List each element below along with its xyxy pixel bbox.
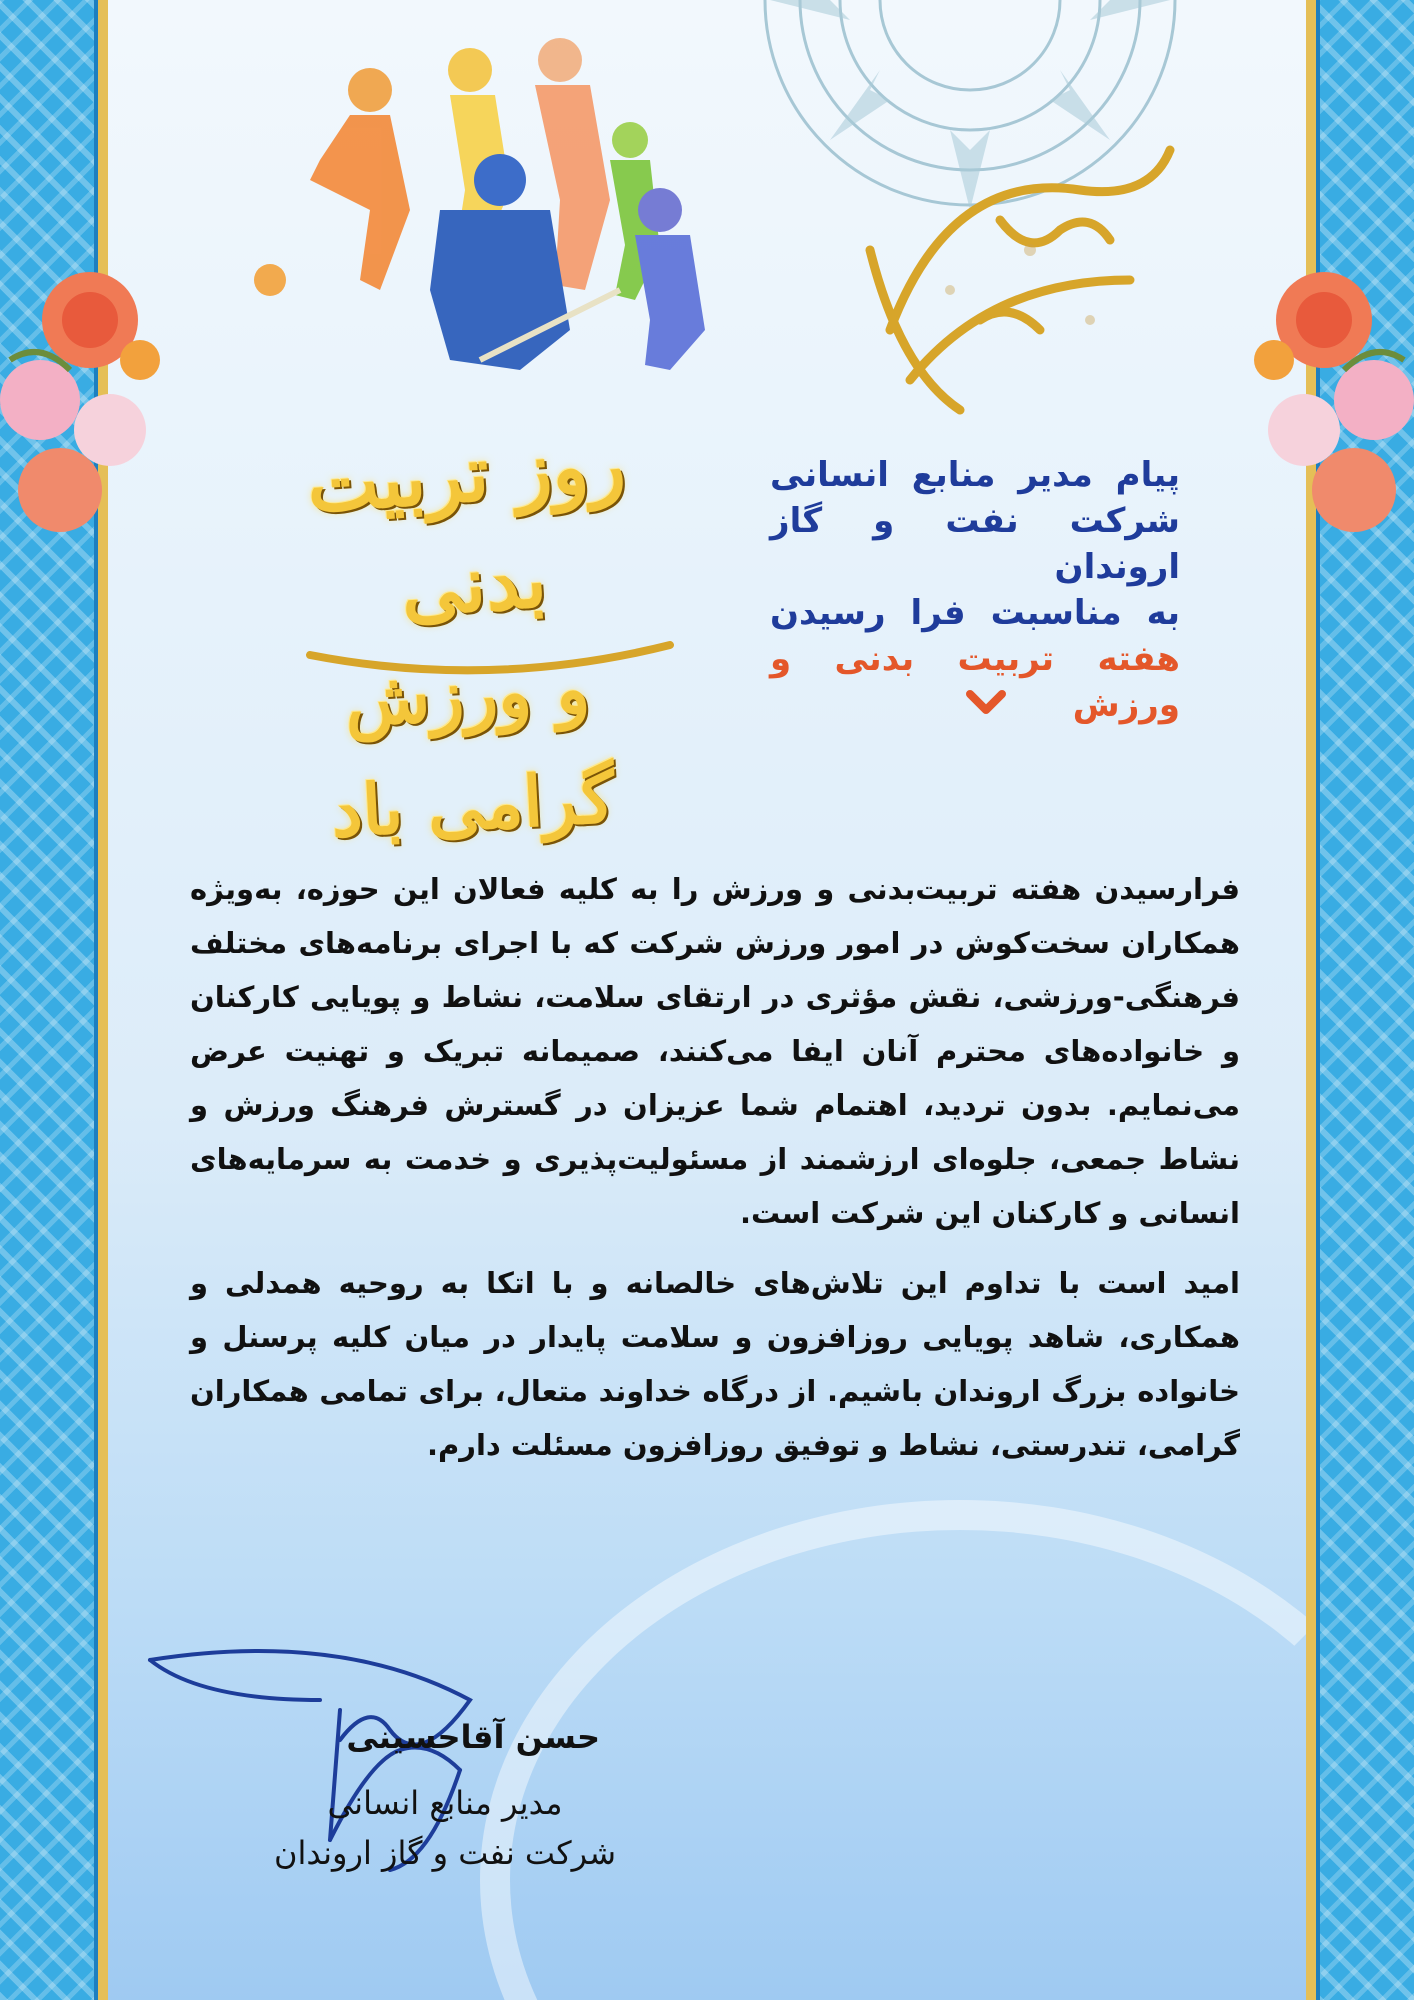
athletes-silhouettes-illustration	[240, 30, 740, 410]
calligraphy-flourish	[300, 640, 680, 680]
heading-line-3: به مناسبت فرا رسیدن	[770, 593, 1180, 633]
flower-bouquet-right	[1244, 230, 1414, 560]
flower-bouquet-left	[0, 230, 170, 560]
body-paragraph-1: فرارسیدن هفته تربیت‌بدنی و ورزش را به کلیه فعالان این حوزه، به‌ویژه همکاران سخت‌کوش در امور ورزش شرکت که با اجرای برنامه‌های مختلف فرهنگی-ورزشی، نقش مؤثری در ارتقای سلامت، نشاط و پویایی کارکنان و خانواده‌های محترم آنان ایفا می‌کنند، صمیمانه تبریک و تهنیت عرض می‌نمایم. بدون تردید، اهتمام شما عزیزان در گسترش فرهنگ ورزش و نشاط جمعی، جلوه‌ای ارزشمند از مسئولیت‌پذیری و خدمت به سرمایه‌های انسانی و کارکنان این شرکت است.	[190, 872, 1240, 1230]
heading-line-4: هفته تربیت بدنی و ورزش	[770, 639, 1180, 725]
bismillah-calligraphy	[830, 130, 1200, 420]
message-body	[190, 862, 1240, 1488]
body-paragraph-2: امید است با تداوم این تلاش‌های خالصانه و با اتکا به روحیه همدلی و همکاری، شاهد پویایی روزافزون و سلامت پایدار در میان کلیه پرسنل و خانواده بزرگ اروندان باشیم. از درگاه خداوند متعال، برای تمامی همکاران گرامی، تندرستی، نشاط و توفیق روزافزون مسئلت دارم.	[190, 1266, 1240, 1462]
signatory-title-line-1: مدیر منابع انسانی	[327, 1784, 563, 1822]
signatory-name: حسن آقاحسینی	[346, 1718, 600, 1756]
calligraphy-line-2: و ورزش گرامی باد	[329, 646, 617, 854]
signatory-title	[270, 1778, 620, 1878]
chevron-down-icon	[966, 690, 1006, 716]
message-heading	[770, 452, 1180, 728]
calligraphy-line-1: روز تربیت بدنی	[304, 419, 629, 634]
heading-line-1: پیام مدیر منابع انسانی	[770, 455, 1180, 495]
signatory-title-line-2: شرکت نفت و گاز اروندان	[273, 1834, 617, 1872]
heading-line-2: شرکت نفت و گاز اروندان	[770, 501, 1180, 587]
